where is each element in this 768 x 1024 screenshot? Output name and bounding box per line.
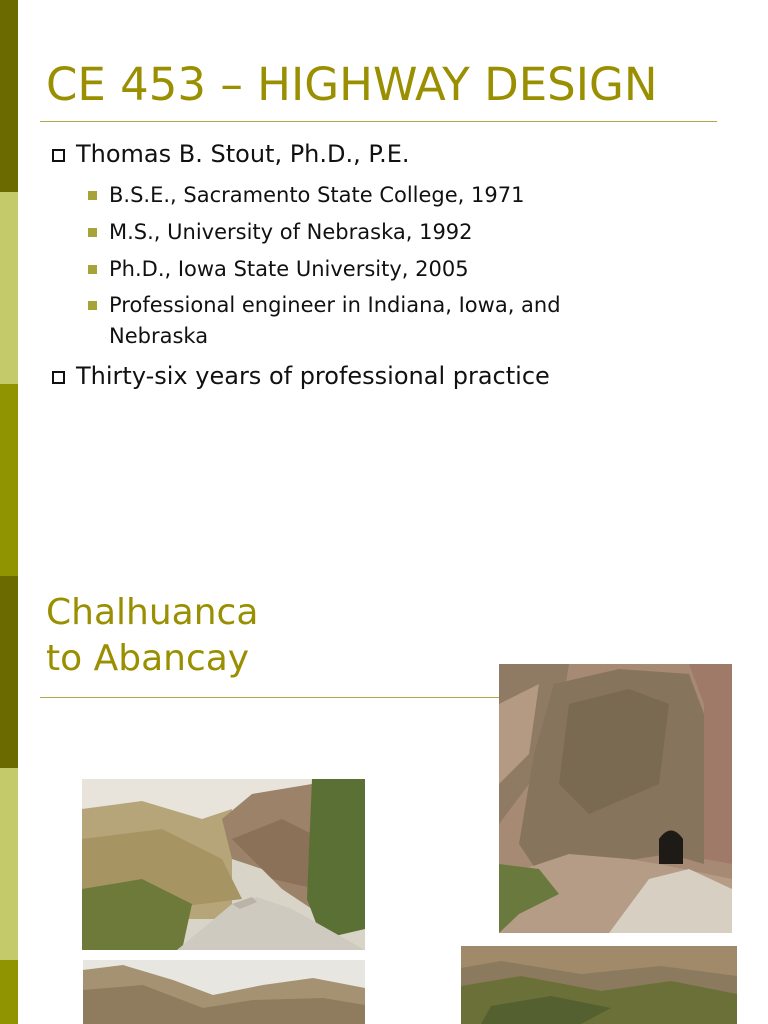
bullet-text: Thirty-six years of professional practice — [76, 362, 550, 390]
hillside-photo — [461, 946, 737, 1024]
slide-title: CE 453 – HIGHWAY DESIGN — [46, 58, 658, 111]
road-under-rock-overhang-photo — [82, 779, 365, 950]
sub-bullet-text: Ph.D., Iowa State University, 2005 — [109, 257, 469, 281]
square-bullet-icon — [88, 228, 97, 237]
hollow-square-bullet-icon — [52, 371, 65, 384]
sub-bullet-text: Nebraska — [109, 324, 209, 348]
slide-2-title — [46, 590, 258, 682]
rock-tunnel-photo — [499, 664, 732, 933]
title-line: to Abancay — [46, 638, 250, 679]
square-bullet-icon — [88, 265, 97, 274]
bullet-text: Thomas B. Stout, Ph.D., P.E. — [76, 140, 410, 168]
hollow-square-bullet-icon — [52, 149, 65, 162]
title-line: Chalhuanca — [46, 592, 259, 633]
mountain-valley-photo — [83, 960, 365, 1024]
title-divider — [40, 121, 717, 122]
sub-bullet-text: M.S., University of Nebraska, 1992 — [109, 220, 473, 244]
sub-bullet-text: Professional engineer in Indiana, Iowa, and — [109, 293, 561, 317]
sub-bullet-text: B.S.E., Sacramento State College, 1971 — [109, 183, 525, 207]
square-bullet-icon — [88, 191, 97, 200]
square-bullet-icon — [88, 301, 97, 310]
title-divider — [40, 697, 500, 698]
